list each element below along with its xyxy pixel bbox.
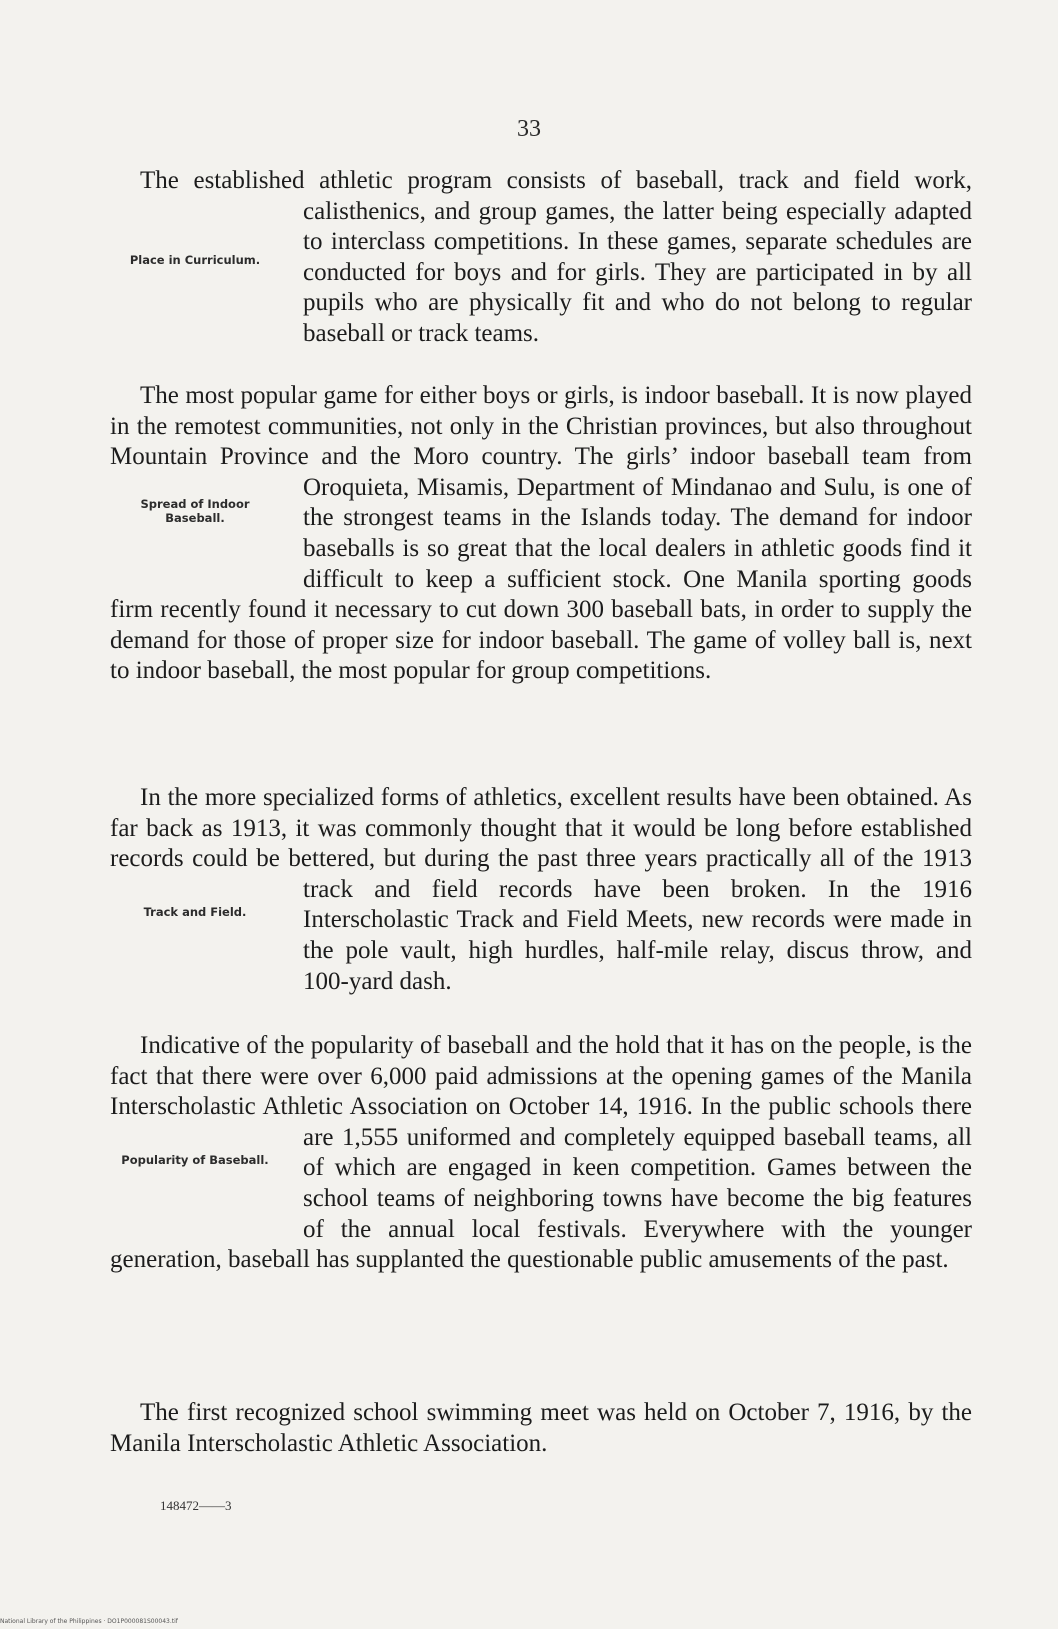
paragraph-popularity-baseball	[110, 1031, 972, 1276]
sidenote-place-in-curriculum: Place in Curriculum.	[129, 253, 261, 267]
sidenote-spread-of-indoor-baseball: Spread of Indoor Baseball.	[140, 497, 250, 525]
sidenote-track-and-field: Track and Field.	[143, 905, 247, 919]
paragraph-text: Indicative of the popularity of baseball and the hold that it has on the people, is the fact that there were over 6,000 paid admissions at the opening games of the Manila Interscholastic Athletic Association on October 14, 1916. In the public schools there are 1,555 uniformed and completely equipped baseball teams, all of which are engaged in keen competition. Games between the school teams of neighboring towns have become the big features of the annual local festivals. Everywhere with the younger generation, baseball has supplanted the questionable public amusements of the past.	[110, 1032, 972, 1274]
signature-mark: 148472——3	[160, 1498, 232, 1513]
paragraph-text: The first recognized school swimming meet was held on October 7, 1916, by the Manila Interscholastic Athletic Association.	[110, 1399, 972, 1457]
page-number: 33	[517, 116, 541, 142]
paragraph-text: In the more specialized forms of athletics, excellent results have been obtained. As far back as 1913, it was commonly thought that it would be long before established records could be bettered, but during the past three years practically all of the 1913 track and field records have been broken. In the 1916 Interscholastic Track and Field Meets, new records were made in the pole vault, high hurdles, half-mile relay, discus throw, and 100-yard dash.	[110, 784, 972, 995]
paragraph-text: The established athletic program consists of baseball, track and field work, calisthenics, and group games, the latter being especially adapted to interclass competitions. In these games, separate schedules are conducted for boys and for girls. They are participated in by all pupils who are physically fit and who do not belong to regular baseball or track teams.	[140, 167, 972, 347]
paragraph-text: The most popular game for either boys or girls, is indoor baseball. It is now played in the remotest communities, not only in the Christian provinces, but also throughout Mountain Province and the Moro country. The girls’ indoor baseball team from Oroquieta, Misamis, Department of Mindanao and Sulu, is one of the strongest teams in the Islands today. The demand for indoor baseballs is so great that the local dealers in athletic goods find it difficult to keep a sufficient stock. One Manila sporting goods firm recently found it necessary to cut down 300 baseball bats, in order to supply the demand for those of proper size for indoor baseball. The game of volley ball is, next to indoor baseball, the most popular for group competitions.	[110, 382, 972, 685]
footer-text: National Library of the Philippines · DO1P000081S00043.tif	[0, 1618, 178, 1625]
paragraph-indoor-baseball	[110, 381, 972, 687]
paragraph-track-field	[110, 783, 972, 997]
sidenote-popularity-of-baseball: Popularity of Baseball.	[121, 1153, 269, 1167]
paragraph-swimming-meet	[110, 1398, 972, 1459]
paragraph-athletic-program	[110, 166, 972, 350]
